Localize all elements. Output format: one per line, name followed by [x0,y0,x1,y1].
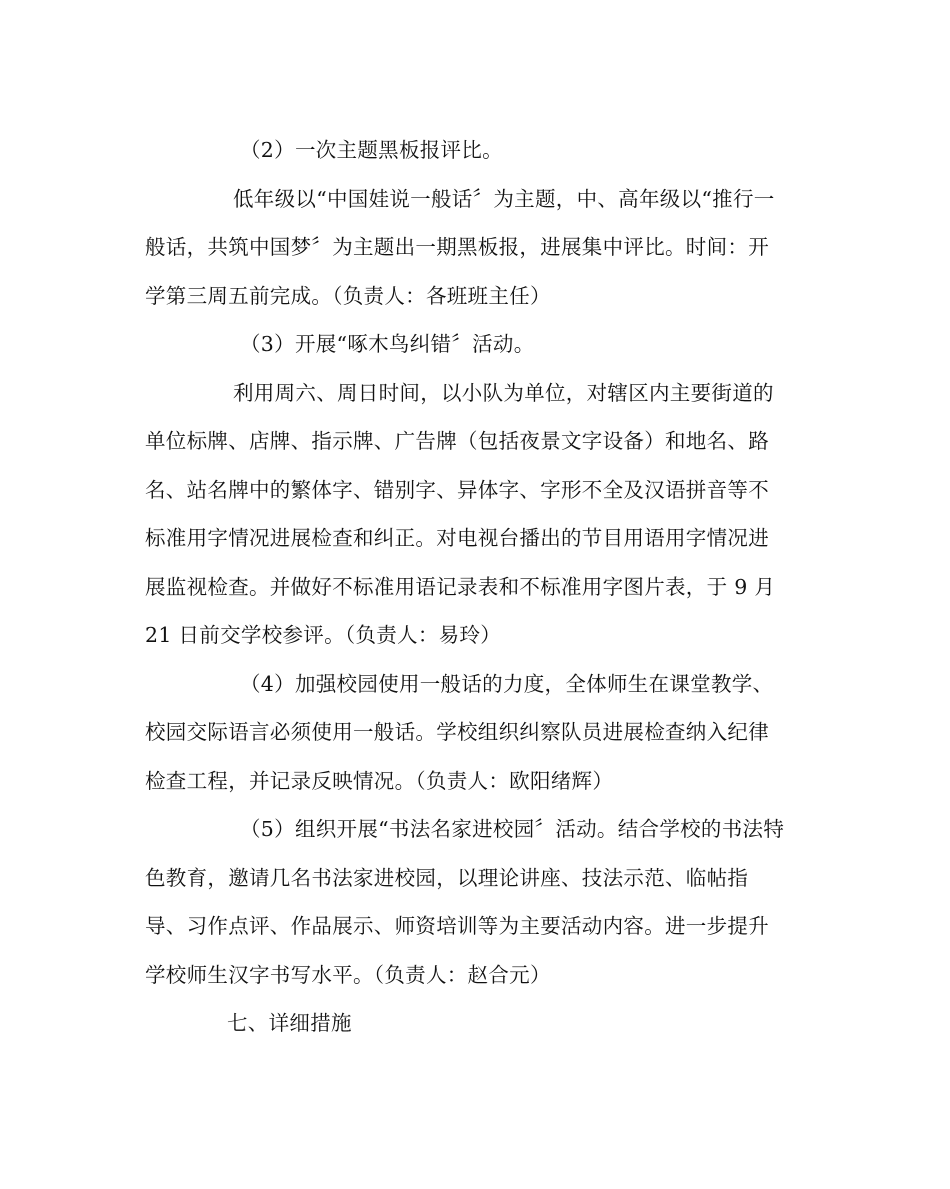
paragraph-line: 般话，共筑中国梦〞为主题出一期黑板报，进展集中评比。时间：开 [145,235,769,259]
paragraph-line: （2）一次主题黑板报评比。 [240,138,503,162]
paragraph-line: 学校师生汉字书写水平。（负责人：赵合元） [145,962,551,987]
paragraph-line: 低年级以“中国娃说一般话〞为主题，中、高年级以“推行一 [233,186,775,211]
document-body [145,126,805,1048]
section-heading: 七、详细措施 [227,1011,352,1035]
paragraph-line: 21 日前交学校参评。（负责人：易玲） [145,623,502,647]
paragraph-line: （4）加强校园使用一般话的力度，全体师生在课堂教学、 [240,671,774,696]
paragraph-line: 校园交际语言必须使用一般话。学校组织纠察队员进展检查纳入纪律 [145,720,769,744]
paragraph-line: （3）开展“啄木鸟纠错〞活动。 [240,332,535,356]
paragraph-line: 名、站名牌中的繁体字、错别字、异体字、字形不全及汉语拼音等不 [145,477,769,502]
paragraph-line: 导、习作点评、作品展示、师资培训等为主要活动内容。进一步提升 [145,914,769,938]
paragraph-line: 展监视检查。并做好不标准用语记录表和不标准用字图片表，于 9 月 [145,574,776,599]
paragraph-line: （5）组织开展“书法名家进校园〞活动。结合学校的书法特 [240,817,785,841]
paragraph-line: 标准用字情况进展检查和纠正。对电视台播出的节目用语用字情况进 [145,526,769,550]
paragraph-line: 检查工程，并记录反映情况。（负责人：欧阳绪辉） [145,768,614,793]
paragraph-line: 色教育，邀请几名书法家进校园，以理论讲座、技法示范、临帖指 [145,865,749,890]
paragraph-line: 利用周六、周日时间，以小队为单位，对辖区内主要街道的 [233,380,774,405]
paragraph-line: 单位标牌、店牌、指示牌、广告牌（包括夜景文字设备）和地名、路 [145,429,769,453]
paragraph-line: 学第三周五前完成。（负责人：各班班主任） [145,283,551,308]
